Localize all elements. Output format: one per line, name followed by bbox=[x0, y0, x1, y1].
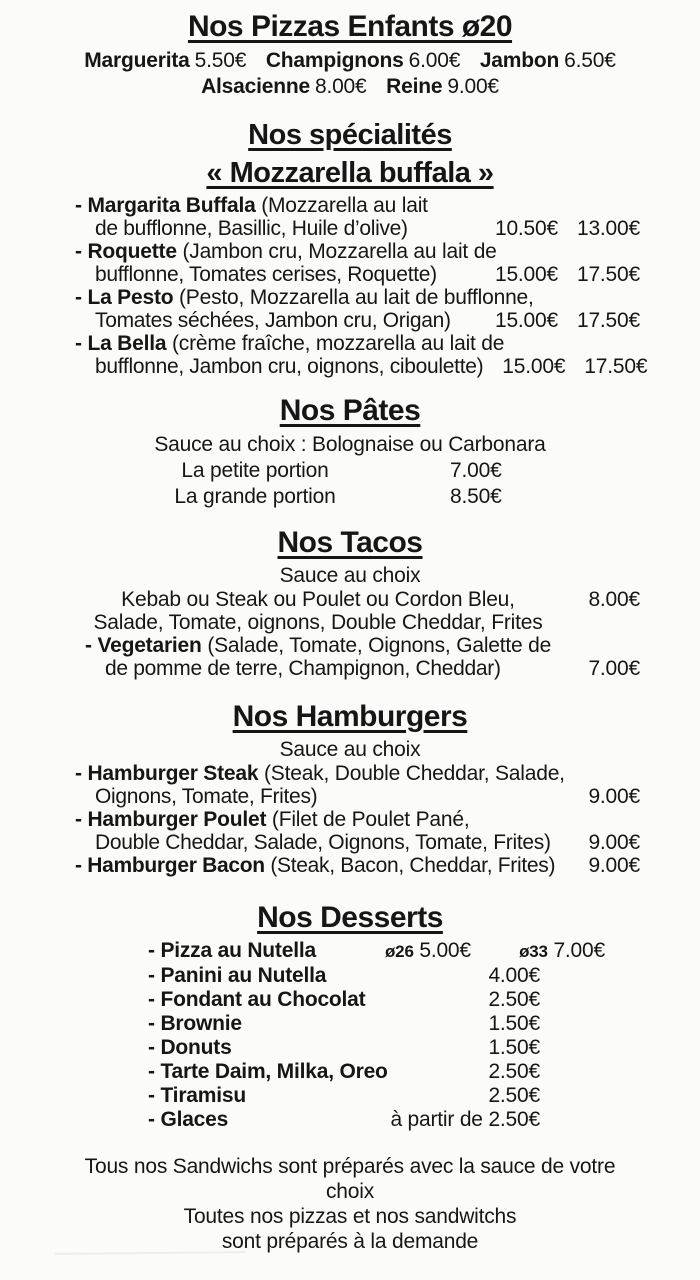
section-title-hamburgers bbox=[60, 700, 640, 734]
menu-item-hamburger-bacon bbox=[75, 854, 640, 877]
section-pates bbox=[60, 394, 640, 510]
item-name-cell bbox=[148, 939, 385, 963]
item-description-cont: Oignons, Tomate, Frites) bbox=[95, 785, 318, 808]
item-name: Margarita Buffala bbox=[87, 194, 256, 217]
section-title-text: Nos Pâtes bbox=[279, 394, 421, 427]
size-price-large bbox=[519, 939, 605, 964]
item-price: 5.00€ bbox=[419, 939, 471, 962]
item-name: Donuts bbox=[160, 1036, 232, 1059]
item-description: (Mozzarella au lait bbox=[261, 194, 428, 217]
item-name: Glaces bbox=[160, 1108, 229, 1131]
diameter-26-label: ø26 bbox=[385, 942, 414, 961]
menu-item-hamburger-poulet bbox=[60, 808, 640, 854]
item-name: Alsacienne bbox=[201, 75, 310, 98]
section-title-text: Nos Pizzas Enfants ø20 bbox=[187, 10, 513, 43]
menu-item-tiramisu bbox=[148, 1084, 540, 1108]
item-line2 bbox=[95, 263, 640, 286]
tacos-classic-line1 bbox=[60, 588, 640, 611]
item-price: 5.50€ bbox=[194, 49, 247, 72]
section-specialites bbox=[60, 118, 648, 378]
item-name: Hamburger Bacon bbox=[87, 854, 265, 877]
item-line1 bbox=[75, 762, 640, 785]
item-line2 bbox=[105, 657, 640, 680]
bullet-dash: - bbox=[75, 762, 82, 785]
bullet-dash: - bbox=[148, 1036, 155, 1059]
item-name: Marguerita bbox=[84, 49, 190, 72]
menu-entry bbox=[386, 75, 499, 98]
item-description: (Filet de Poulet Pané, bbox=[271, 808, 470, 831]
item-name-cell bbox=[148, 1036, 488, 1060]
item-description: (Salade, Tomate, Oignons, Galette de bbox=[207, 634, 552, 657]
item-name-cell bbox=[148, 1012, 488, 1036]
bullet-dash: - bbox=[75, 332, 82, 355]
item-price-large: 17.50€ bbox=[584, 355, 648, 378]
item-price: 8.50€ bbox=[450, 485, 502, 508]
item-description: (crème fraîche, mozzarella au lait de bbox=[172, 332, 505, 355]
item-line2 bbox=[95, 355, 648, 378]
item-description-cont: Tomates séchées, Jambon cru, Origan) bbox=[95, 309, 451, 332]
menu-item-glaces bbox=[148, 1108, 540, 1132]
footer-line-2: Toutes nos pizzas et nos sandwitchs bbox=[183, 1205, 517, 1228]
footer-line-3: sont préparés à la demande bbox=[221, 1230, 479, 1253]
item-line2 bbox=[95, 217, 640, 240]
section-desserts bbox=[60, 901, 640, 1132]
bullet-dash: - bbox=[148, 1012, 155, 1035]
menu-entry bbox=[201, 75, 366, 98]
item-price: 2.50€ bbox=[488, 988, 540, 1011]
bullet-dash: - bbox=[148, 988, 155, 1011]
item-price: 7.00€ bbox=[588, 657, 640, 680]
item-name-cell bbox=[148, 964, 488, 988]
item-description: (Jambon cru, Mozzarella au lait de bbox=[182, 240, 497, 263]
item-name: La Pesto bbox=[87, 286, 174, 309]
item-name: Reine bbox=[386, 75, 443, 98]
section-title-pates bbox=[60, 394, 640, 428]
item-name: Tiramisu bbox=[160, 1084, 246, 1107]
item-name: Brownie bbox=[160, 1012, 242, 1035]
menu-item-la-pesto bbox=[60, 286, 640, 332]
menu-item-la-bella bbox=[60, 332, 648, 378]
item-price: 1.50€ bbox=[488, 1036, 540, 1059]
item-price-large: 17.50€ bbox=[576, 263, 640, 286]
item-name: Champignons bbox=[265, 49, 404, 72]
menu-entry bbox=[84, 49, 246, 72]
diameter-33-label: ø33 bbox=[519, 942, 548, 961]
item-name: Roquette bbox=[87, 240, 177, 263]
item-price: 8.00€ bbox=[314, 75, 367, 98]
menu-item-fondant-chocolat bbox=[148, 988, 540, 1012]
item-description-cont: bufflonne, Jambon cru, oignons, ciboulette) bbox=[95, 355, 484, 378]
item-price: 7.00€ bbox=[450, 459, 502, 482]
menu-item-hamburger-steak bbox=[60, 762, 640, 808]
desserts-list bbox=[148, 939, 640, 1132]
bullet-dash: - bbox=[148, 964, 155, 987]
bullet-dash: - bbox=[148, 1084, 155, 1107]
item-line1 bbox=[85, 634, 640, 657]
bullet-dash: - bbox=[148, 1108, 155, 1131]
price-prefix: à partir de bbox=[390, 1108, 483, 1131]
item-line2 bbox=[95, 831, 640, 854]
menu-item-donuts bbox=[148, 1036, 540, 1060]
section-title-text: Nos Desserts bbox=[257, 901, 443, 934]
item-line1 bbox=[75, 854, 576, 877]
bullet-dash: - bbox=[148, 939, 155, 962]
item-price: 7.00€ bbox=[553, 939, 605, 962]
section-hamburgers bbox=[60, 700, 640, 877]
item-line1 bbox=[75, 194, 640, 217]
bullet-dash: - bbox=[75, 808, 82, 831]
menu-item-tarte bbox=[148, 1060, 540, 1084]
item-price: 1.50€ bbox=[488, 1012, 540, 1035]
section-title-text: Nos Tacos bbox=[277, 526, 423, 559]
menu-item-brownie bbox=[148, 1012, 540, 1036]
item-description: Kebab ou Steak ou Poulet ou Cordon Bleu, bbox=[121, 588, 515, 611]
section-pizzas-enfants bbox=[60, 10, 640, 100]
item-line1 bbox=[75, 808, 640, 831]
item-price: 6.50€ bbox=[564, 49, 616, 72]
item-price: 6.00€ bbox=[408, 49, 461, 72]
scan-crease-artifact bbox=[55, 1251, 245, 1255]
item-name-cell bbox=[148, 1108, 390, 1132]
size-price-small bbox=[385, 939, 471, 964]
footer-notes bbox=[60, 1154, 640, 1254]
section-title-text: Nos spécialités bbox=[248, 119, 452, 151]
item-name: Hamburger Steak bbox=[87, 762, 259, 785]
bullet-dash: - bbox=[75, 194, 82, 217]
item-line2 bbox=[95, 309, 640, 332]
item-name: Fondant au Chocolat bbox=[160, 988, 366, 1011]
section-title-specialites bbox=[60, 118, 640, 152]
bullet-dash: - bbox=[148, 1060, 155, 1083]
bullet-dash: - bbox=[75, 286, 82, 309]
item-description-cont: bufflonne, Tomates cerises, Roquette) bbox=[95, 263, 437, 286]
section-subtitle-specialites bbox=[60, 156, 640, 190]
item-line1 bbox=[75, 332, 640, 355]
item-price: 8.00€ bbox=[588, 588, 640, 611]
menu-item-pizza-nutella bbox=[148, 939, 605, 964]
section-title-pizzas-enfants bbox=[60, 10, 640, 44]
item-price: 9.00€ bbox=[588, 854, 640, 877]
item-name: Hamburger Poulet bbox=[87, 808, 267, 831]
menu-entry bbox=[266, 49, 460, 72]
section-title-tacos bbox=[60, 526, 640, 560]
menu-item-margarita-buffala bbox=[60, 194, 640, 240]
item-description-cont: de bufflonne, Basillic, Huile d’olive) bbox=[95, 217, 408, 240]
item-description: (Steak, Double Cheddar, Salade, bbox=[263, 762, 565, 785]
item-description: (Pesto, Mozzarella au lait de bufflonne, bbox=[179, 286, 534, 309]
hamburgers-subtitle: Sauce au choix bbox=[279, 738, 421, 761]
item-name: Vegetarien bbox=[97, 634, 202, 657]
pizzas-enfants-row-1 bbox=[60, 48, 640, 74]
item-price-small: 15.00€ bbox=[502, 355, 566, 378]
item-name: La petite portion bbox=[181, 459, 329, 482]
menu-item-roquette bbox=[60, 240, 640, 286]
menu-entry bbox=[480, 49, 616, 72]
bullet-dash: - bbox=[75, 854, 82, 877]
item-description-cont: Double Cheddar, Salade, Oignons, Tomate, Frites) bbox=[95, 831, 551, 854]
item-description: (Steak, Bacon, Cheddar, Frites) bbox=[270, 854, 556, 877]
section-subtitle-text: « Mozzarella buffala » bbox=[206, 157, 494, 189]
pizzas-enfants-row-2 bbox=[60, 74, 640, 100]
item-name: Panini au Nutella bbox=[160, 964, 327, 987]
pates-row-grande bbox=[60, 484, 640, 510]
item-name: Tarte Daim, Milka, Oreo bbox=[160, 1060, 388, 1083]
bullet-dash: - bbox=[85, 634, 92, 657]
footer-line-1: Tous nos Sandwichs sont préparés avec la sauce de votre choix bbox=[84, 1155, 616, 1203]
item-name-cell bbox=[148, 1060, 488, 1084]
item-price: 2.50€ bbox=[488, 1108, 540, 1131]
item-price: 4.00€ bbox=[488, 964, 540, 987]
item-name: Pizza au Nutella bbox=[160, 939, 316, 962]
item-price: 9.00€ bbox=[588, 785, 640, 808]
item-price-large: 13.00€ bbox=[576, 217, 640, 240]
item-name: La Bella bbox=[87, 332, 167, 355]
bullet-dash: - bbox=[75, 240, 82, 263]
item-name: La grande portion bbox=[174, 485, 336, 508]
section-title-desserts bbox=[60, 901, 640, 935]
item-description-cont: de pomme de terre, Champignon, Cheddar) bbox=[105, 657, 501, 680]
item-price-small: 15.00€ bbox=[494, 263, 558, 286]
item-price: 9.00€ bbox=[447, 75, 499, 98]
item-line1 bbox=[75, 240, 640, 263]
item-price-small: 10.50€ bbox=[494, 217, 558, 240]
tacos-subtitle: Sauce au choix bbox=[279, 564, 421, 587]
item-price: 2.50€ bbox=[488, 1084, 540, 1107]
tacos-classic-line2 bbox=[60, 611, 640, 634]
item-name: Jambon bbox=[479, 49, 560, 72]
pates-sauce-line: Sauce au choix : Bolognaise ou Carbonara bbox=[154, 433, 546, 456]
item-price: 2.50€ bbox=[488, 1060, 540, 1083]
item-price-cell bbox=[390, 1108, 540, 1132]
item-line2 bbox=[95, 785, 640, 808]
item-price-small: 15.00€ bbox=[494, 309, 558, 332]
menu-item-panini-nutella bbox=[148, 964, 540, 988]
pates-row-petite bbox=[60, 458, 640, 484]
item-name-cell bbox=[148, 988, 488, 1012]
item-description-cont: Salade, Tomate, oignons, Double Cheddar, Frites bbox=[93, 611, 543, 634]
item-line1 bbox=[75, 286, 640, 309]
section-tacos bbox=[60, 526, 640, 680]
item-price: 9.00€ bbox=[588, 831, 640, 854]
item-name-cell bbox=[148, 1084, 488, 1108]
item-price-large: 17.50€ bbox=[576, 309, 640, 332]
menu-item-vegetarien bbox=[60, 634, 640, 680]
section-title-text: Nos Hamburgers bbox=[232, 700, 468, 733]
